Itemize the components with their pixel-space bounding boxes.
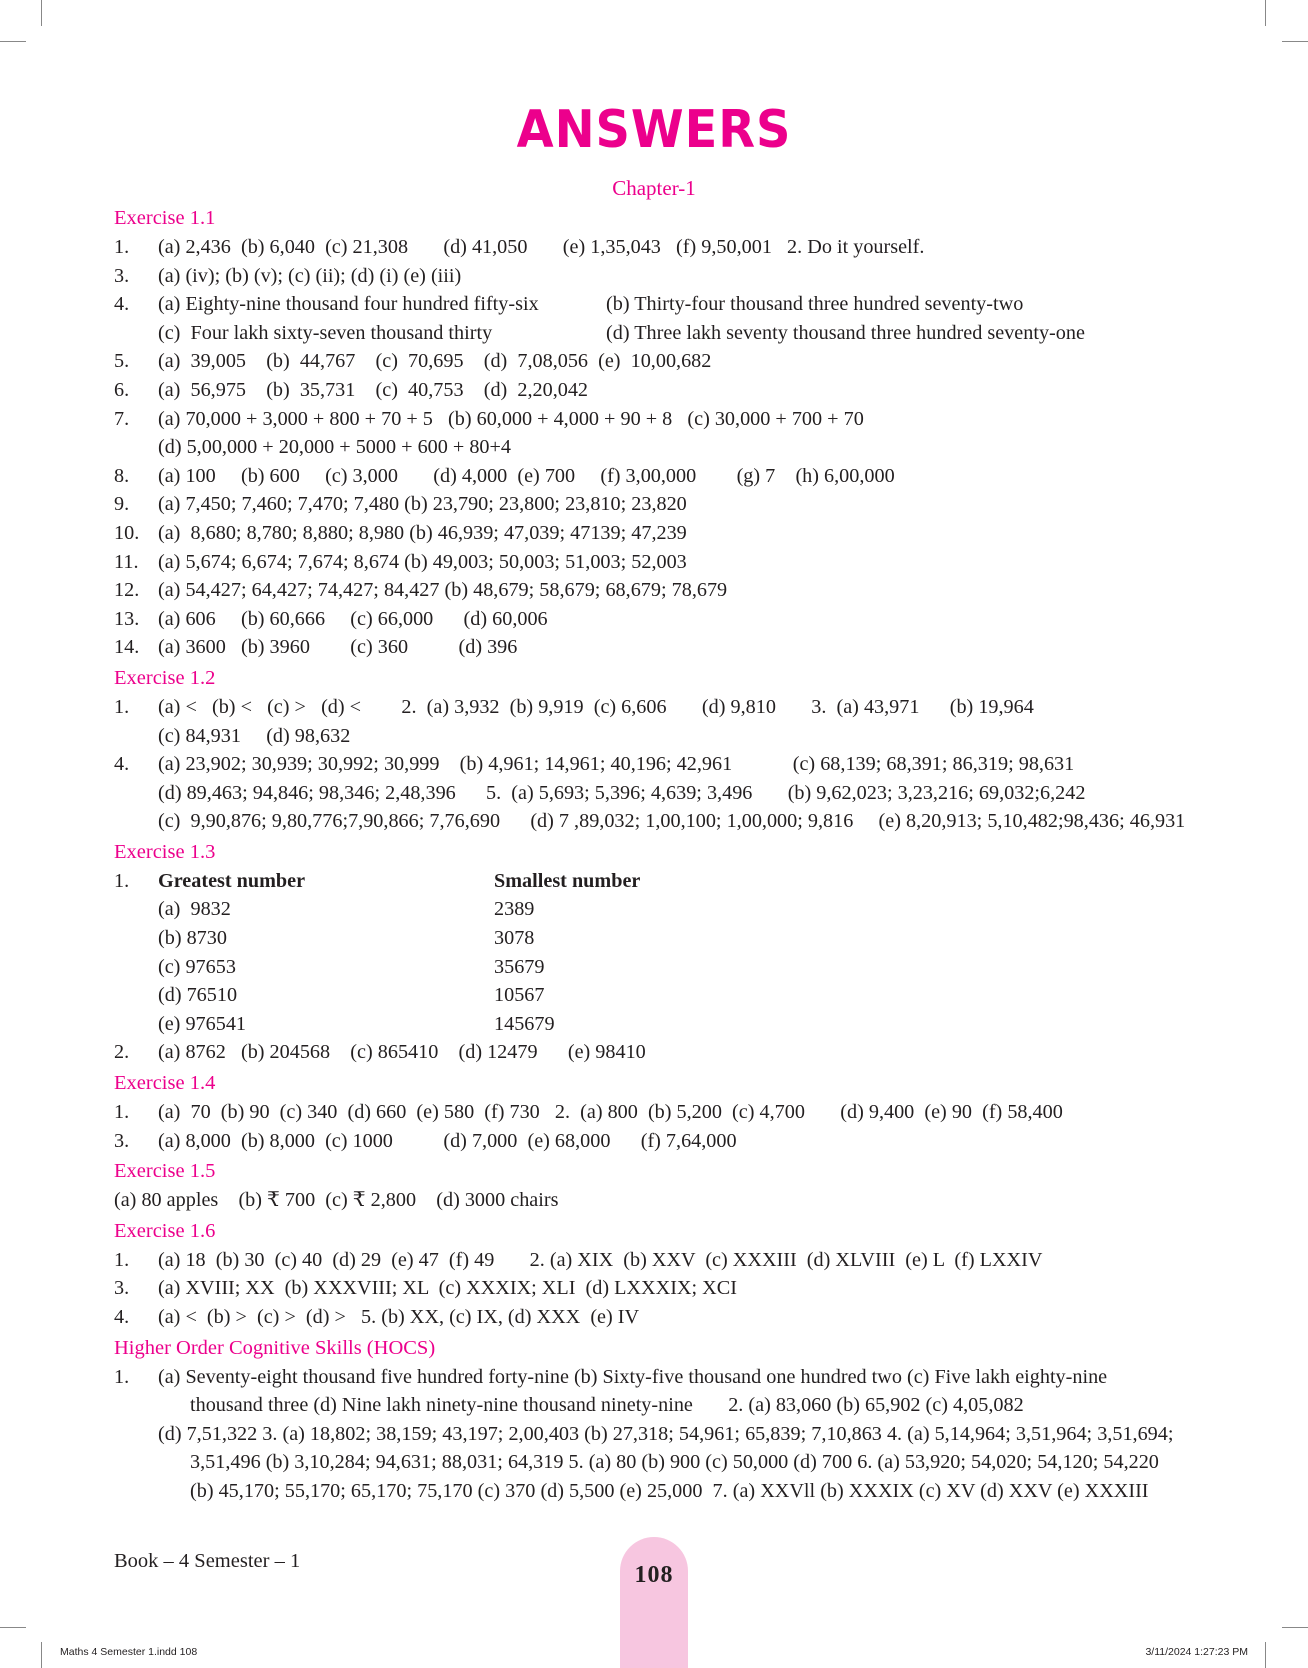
answer-text: (a) 54,427; 64,427; 74,427; 84,427 (b) 48,679; 58,679; 68,679; 78,679 [158, 579, 728, 602]
question-number: 1. [114, 1365, 130, 1388]
chapter-heading: Chapter-1 [612, 176, 696, 200]
answer-row [114, 1274, 1214, 1303]
answer-text: (a) 80 apples (b) ₹ 700 (c) ₹ 2,800 (d) 3000 chairs [114, 1189, 559, 1212]
answer-text: (c) 9,90,876; 9,80,776;7,90,866; 7,76,690 (d) 7 ,89,032; 1,00,100; 1,00,000; 9,816 (e) 8,20,913; 5,10,482;98,436; 46,931 [158, 810, 1186, 833]
answer-text: (d) 89,463; 94,846; 98,346; 2,48,396 5. (a) 5,693; 5,396; 4,639; 3,496 (b) 9,62,023; 3,23,216; 69,032;6,242 [158, 781, 1086, 804]
exercise-heading: Higher Order Cognitive Skills (HOCS) [114, 1336, 436, 1359]
answer-text: (a) XVIII; XX (b) XXXVIII; XL (c) XXXIX; XLI (d) LXXXIX; XCI [158, 1277, 737, 1300]
question-number: 1. [114, 1101, 130, 1124]
page-number-tab [620, 1537, 688, 1668]
answer-text: (d) 5,00,000 + 20,000 + 5000 + 600 + 80+4 [158, 436, 511, 459]
answer-text: (a) < (b) > (c) > (d) > 5. (b) XX, (c) IX, (d) XXX (e) IV [158, 1306, 640, 1328]
crop-mark [1282, 1627, 1308, 1628]
question-number: 1. [114, 1248, 130, 1271]
page-title: ANSWERS [516, 100, 792, 160]
answer-row [114, 405, 1214, 434]
exercise-heading: Exercise 1.5 [114, 1160, 216, 1183]
answer-text: (a) 70,000 + 3,000 + 800 + 70 + 5 (b) 60,000 + 4,000 + 90 + 8 (c) 30,000 + 700 + 70 [158, 407, 864, 430]
question-number: 10. [114, 521, 140, 544]
table-header [114, 867, 1214, 896]
answer-row [114, 519, 1214, 548]
answer-text: (d) 7,51,322 3. (a) 18,802; 38,159; 43,197; 2,00,403 (b) 27,318; 54,961; 65,839; 7,10,863 4. (a) 5,14,964; 3,51,964; 3,51,694; [158, 1422, 1174, 1445]
answer-text: 3,51,496 (b) 3,10,284; 94,631; 88,031; 64,319 5. (a) 80 (b) 900 (c) 50,000 (d) 700 6. (a) 53,920; 54,020; 54,120; 54,220 [190, 1451, 1159, 1474]
question-number: 2. [114, 1041, 130, 1064]
answer-text: (a) 8,680; 8,780; 8,880; 8,980 (b) 46,939; 47,039; 47139; 47,239 [158, 521, 687, 544]
crop-mark [41, 0, 42, 26]
answer-row [114, 1391, 1214, 1420]
crop-mark [1282, 41, 1308, 42]
exercise-heading: Exercise 1.4 [114, 1072, 216, 1095]
question-number: 3. [114, 1129, 130, 1152]
greatest-value: (d) 76510 [158, 984, 238, 1007]
answer-row [114, 1420, 1214, 1449]
question-number: 14. [114, 636, 140, 659]
question-number: 4. [114, 293, 130, 316]
greatest-value: (a) 9832 [158, 898, 231, 921]
greatest-value: (b) 8730 [158, 927, 227, 950]
crop-mark [1265, 1642, 1266, 1668]
answer-text: (a) 100 (b) 600 (c) 3,000 (d) 4,000 (e) 700 (f) 3,00,000 (g) 7 (h) 6,00,000 [158, 464, 895, 487]
question-number: 3. [114, 264, 130, 287]
question-number: 8. [114, 464, 130, 487]
answer-row [114, 548, 1214, 577]
question-number: 4. [114, 753, 130, 776]
answer-row [114, 807, 1214, 836]
answer-text: (a) 8,000 (b) 8,000 (c) 1000 (d) 7,000 (e) 68,000 (f) 7,64,000 [158, 1129, 737, 1152]
question-number: 6. [114, 378, 130, 401]
answer-text: (a) 5,674; 6,674; 7,674; 8,674 (b) 49,003; 50,003; 51,003; 52,003 [158, 550, 687, 573]
answer-text: (b) 45,170; 55,170; 65,170; 75,170 (c) 370 (d) 5,500 (e) 25,000 7. (a) XXVll (b) XXXIX (c) XV (d) XXV (e) XXXIII [190, 1479, 1149, 1502]
answer-text: (a) 606 (b) 60,666 (c) 66,000 (d) 60,006 [158, 607, 548, 630]
answer-row [114, 779, 1214, 808]
question-number: 1. [114, 869, 130, 892]
crop-mark [0, 1627, 26, 1628]
answer-text: (a) 18 (b) 30 (c) 40 (d) 29 (e) 47 (f) 49 2. (a) XIX (b) XXV (c) XXXIII (d) XLVIII (e) L (f) LXXIV [158, 1248, 1043, 1271]
smallest-value: 35679 [494, 955, 545, 978]
question-number: 11. [114, 550, 139, 573]
exercise-heading: Exercise 1.2 [114, 666, 216, 689]
table-row [114, 924, 1214, 953]
table-row [114, 895, 1214, 924]
smallest-value: 2389 [494, 898, 535, 921]
answer-text: (a) 3600 (b) 3960 (c) 360 (d) 396 [158, 636, 518, 659]
page-number: 108 [634, 1562, 674, 1588]
answer-text: (a) 7,450; 7,460; 7,470; 7,480 (b) 23,790; 23,800; 23,810; 23,820 [158, 493, 687, 516]
crop-mark [41, 1642, 42, 1668]
question-number: 12. [114, 579, 140, 602]
column-header-greatest: Greatest number [158, 869, 306, 892]
answer-text: (a) 39,005 (b) 44,767 (c) 70,695 (d) 7,08,056 (e) 10,00,682 [158, 350, 712, 373]
answer-row [114, 1303, 1214, 1332]
answer-text: (a) Seventy-eight thousand five hundred forty-nine (b) Sixty-five thousand one hundred two (c) Five lakh eighty-nine [158, 1365, 1108, 1388]
answer-text: (a) < (b) < (c) > (d) < 2. (a) 3,932 (b) 9,919 (c) 6,606 (d) 9,810 3. (a) 43,971 (b) 19,964 [158, 695, 1034, 718]
book-label: Book – 4 Semester – 1 [114, 1550, 301, 1572]
answer-text: (a) Eighty-nine thousand four hundred fifty-six [158, 293, 539, 316]
answer-row [114, 693, 1214, 722]
exercise-heading: Exercise 1.3 [114, 840, 216, 863]
answer-row [114, 1186, 1214, 1215]
question-number: 3. [114, 1277, 130, 1300]
answer-text: (d) Three lakh seventy thousand three hundred seventy-one [606, 321, 1085, 344]
answer-row [114, 262, 1214, 291]
exercise-heading: Exercise 1.1 [114, 207, 216, 229]
answer-text: (a) 2,436 (b) 6,040 (c) 21,308 (d) 41,050 (e) 1,35,043 (f) 9,50,001 2. Do it yourself. [158, 236, 925, 258]
answer-row [114, 347, 1214, 376]
answer-row [114, 1127, 1214, 1156]
crop-mark [1265, 0, 1266, 26]
crop-mark [0, 41, 26, 42]
question-number: 5. [114, 350, 130, 373]
question-number: 7. [114, 407, 130, 430]
answer-row [114, 605, 1214, 634]
exercise-heading: Exercise 1.6 [114, 1219, 216, 1242]
answer-row [114, 1448, 1214, 1477]
greatest-value: (c) 97653 [158, 955, 236, 978]
answer-row [114, 1363, 1214, 1392]
question-number: 1. [114, 695, 130, 718]
answer-text: (a) 8762 (b) 204568 (c) 865410 (d) 12479 (e) 98410 [158, 1041, 646, 1064]
table-row [114, 981, 1214, 1010]
greatest-value: (e) 976541 [158, 1012, 247, 1035]
answer-row [114, 1038, 1214, 1067]
smallest-value: 10567 [494, 984, 545, 1007]
question-number: 4. [114, 1306, 130, 1328]
answer-row [114, 576, 1214, 605]
answer-row [114, 750, 1214, 779]
answer-text: (c) Four lakh sixty-seven thousand thirty [158, 321, 493, 344]
answer-text: (b) Thirty-four thousand three hundred seventy-two [606, 293, 1024, 316]
answer-row [114, 433, 1214, 462]
table-row [114, 1010, 1214, 1039]
question-number: 13. [114, 607, 140, 630]
answer-row [114, 490, 1214, 519]
answer-text: (a) 56,975 (b) 35,731 (c) 40,753 (d) 2,20,042 [158, 378, 589, 401]
smallest-value: 145679 [494, 1012, 555, 1035]
answer-row [114, 722, 1214, 751]
print-slug-timestamp: 3/11/2024 1:27:23 PM [1145, 1646, 1248, 1658]
answer-text: (a) 70 (b) 90 (c) 340 (d) 660 (e) 580 (f) 730 2. (a) 800 (b) 5,200 (c) 4,700 (d) 9,400 (e) 90 (f) 58,400 [158, 1101, 1063, 1124]
answer-row [114, 462, 1214, 491]
answer-row [114, 1098, 1214, 1127]
answer-row [114, 633, 1214, 662]
question-number: 9. [114, 493, 130, 516]
answer-row [114, 1477, 1214, 1506]
answer-text: (c) 84,931 (d) 98,632 [158, 724, 351, 747]
question-number: 1. [114, 236, 130, 258]
table-row [114, 953, 1214, 982]
answer-row [114, 319, 1214, 348]
answer-row [114, 233, 1214, 262]
answers-content [114, 202, 1214, 1506]
print-slug-file: Maths 4 Semester 1.indd 108 [60, 1646, 198, 1658]
answer-text: (a) (iv); (b) (v); (c) (ii); (d) (i) (e) (iii) [158, 264, 462, 287]
column-header-smallest: Smallest number [494, 869, 641, 892]
smallest-value: 3078 [494, 927, 535, 950]
answer-row [114, 290, 1214, 319]
answer-row [114, 1246, 1214, 1275]
answer-row [114, 376, 1214, 405]
answer-text: thousand three (d) Nine lakh ninety-nine thousand ninety-nine 2. (a) 83,060 (b) 65,902 (c) 4,05,082 [190, 1394, 1024, 1417]
answer-text: (a) 23,902; 30,939; 30,992; 30,999 (b) 4,961; 14,961; 40,196; 42,961 (c) 68,139; 68,391; 86,319; 98,631 [158, 753, 1075, 776]
